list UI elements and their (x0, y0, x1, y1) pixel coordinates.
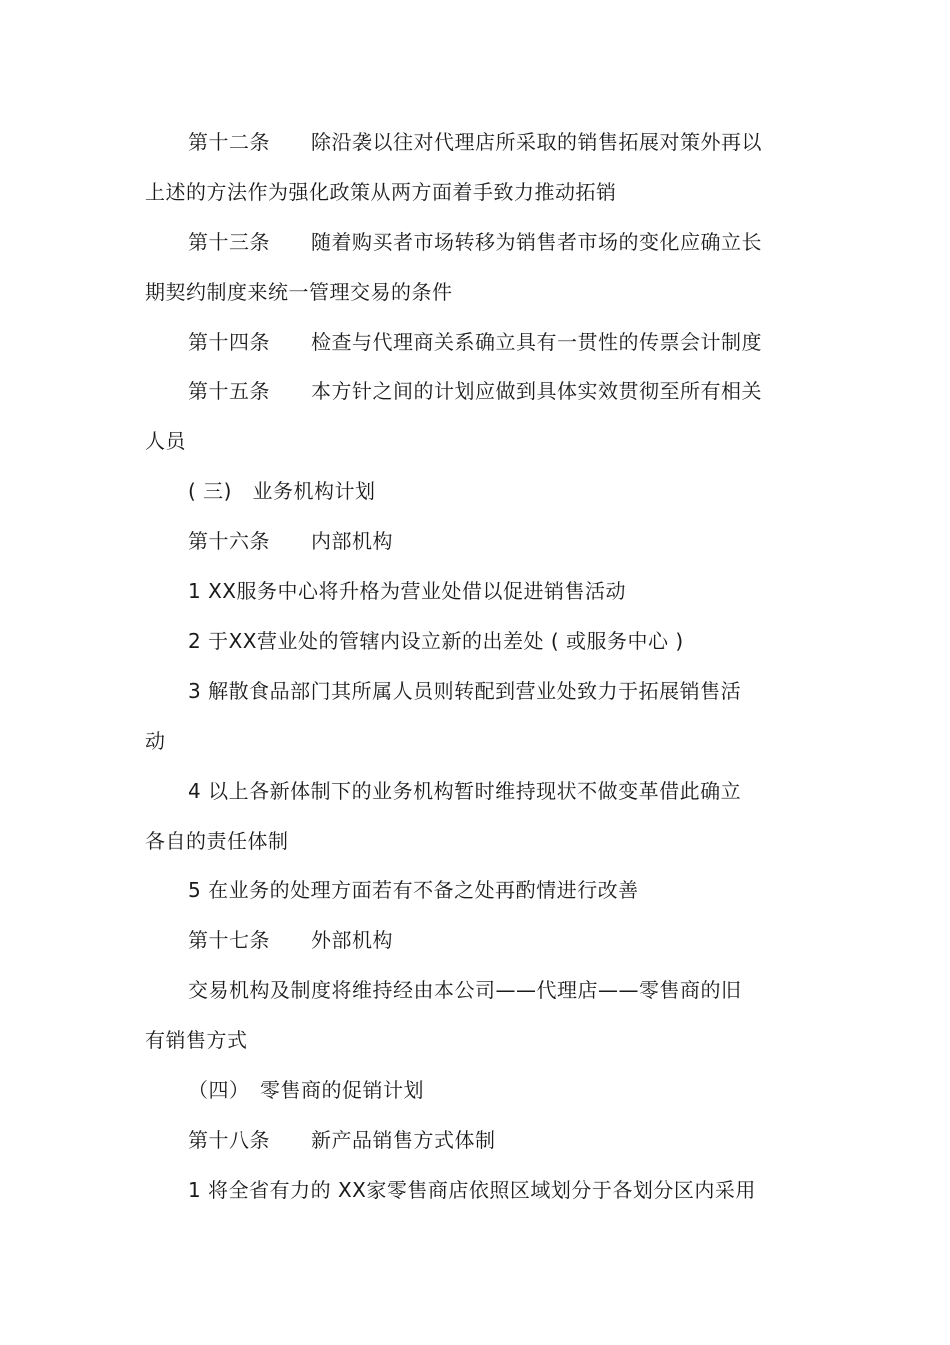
article-16-item-3-line-1: 3 解散食品部门其所属人员则转配到营业处致力于拓展销售活 (188, 679, 742, 703)
article-17-text-line-2: 有销售方式 (145, 1028, 248, 1052)
article-15-line-1: 第十五条 本方针之间的计划应做到具体实效贯彻至所有相关 (188, 379, 762, 403)
article-18-heading: 第十八条 新产品销售方式体制 (188, 1128, 496, 1152)
article-17-heading: 第十七条 外部机构 (188, 928, 393, 952)
article-12-line-1: 第十二条 除沿袭以往对代理店所采取的销售拓展对策外再以 (188, 130, 762, 154)
article-16-heading: 第十六条 内部机构 (188, 529, 393, 553)
article-16-item-5: 5 在业务的处理方面若有不备之处再酌情进行改善 (188, 878, 639, 902)
article-16-item-1: 1 XX服务中心将升格为营业处借以促进销售活动 (188, 579, 626, 603)
article-16-item-4-line-2: 各自的责任体制 (145, 829, 289, 853)
article-16-item-2: 2 于XX营业处的管辖内设立新的出差处 ( 或服务中心 ) (188, 629, 684, 653)
article-15-line-2: 人员 (145, 429, 186, 453)
article-16-item-3-line-2: 动 (145, 729, 166, 753)
article-14-line-1: 第十四条 检查与代理商关系确立具有一贯性的传票会计制度 (188, 330, 762, 354)
article-12-line-2: 上述的方法作为强化政策从两方面着手致力推动拓销 (145, 180, 617, 204)
article-17-text-line-1: 交易机构及制度将维持经由本公司——代理店——零售商的旧 (188, 978, 742, 1002)
section-4-heading: （四） 零售商的促销计划 (188, 1078, 424, 1102)
article-13-line-2: 期契约制度来统一管理交易的条件 (145, 280, 453, 304)
article-18-item-1: 1 将全省有力的 XX家零售商店依照区域划分于各划分区内采用 (188, 1178, 756, 1202)
article-16-item-4-line-1: 4 以上各新体制下的业务机构暂时维持现状不做变革借此确立 (188, 779, 742, 803)
section-3-heading: ( 三) 业务机构计划 (188, 479, 376, 503)
article-13-line-1: 第十三条 随着购买者市场转移为销售者市场的变化应确立长 (188, 230, 762, 254)
